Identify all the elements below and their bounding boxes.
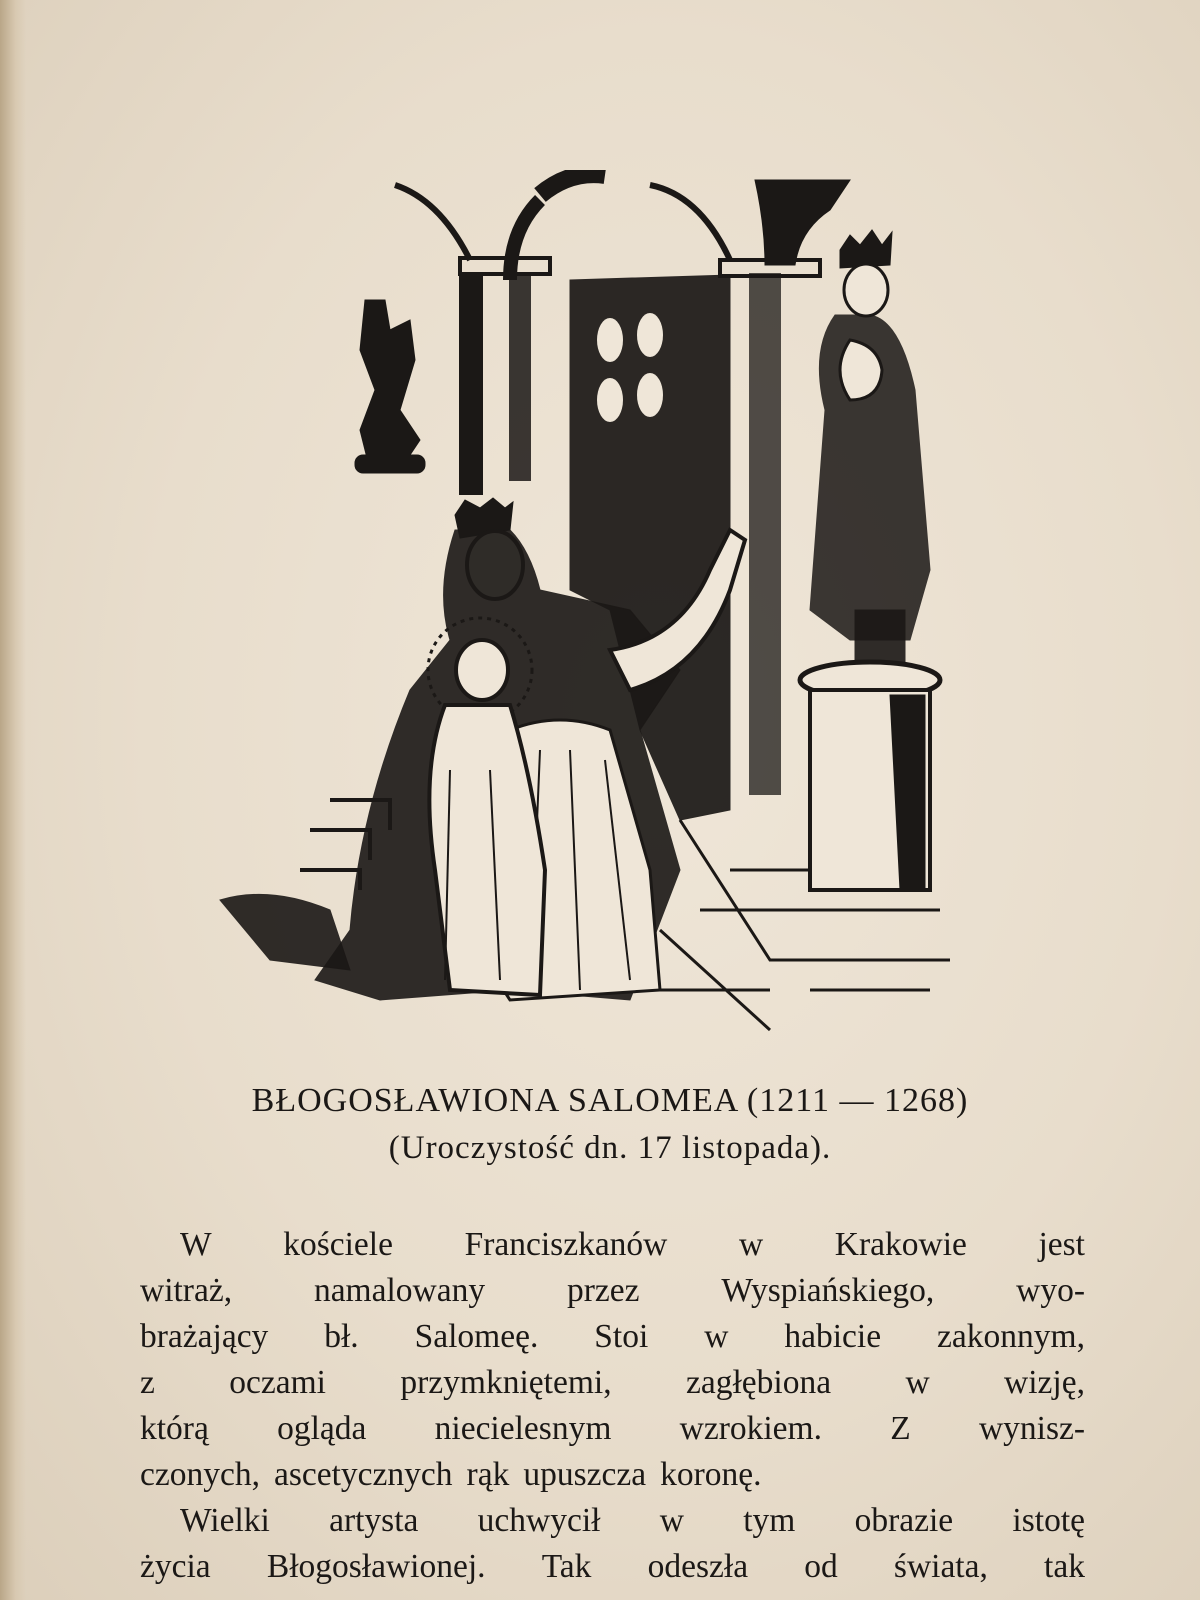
body-line xyxy=(140,1452,1085,1498)
body-line xyxy=(140,1544,1085,1590)
body-word: czonych, xyxy=(140,1456,260,1493)
body-word: odeszła xyxy=(647,1548,749,1585)
body-word: życia xyxy=(140,1548,211,1585)
body-line xyxy=(140,1360,1085,1406)
body-word: bł. xyxy=(324,1318,359,1355)
body-word: istotę xyxy=(1012,1502,1085,1539)
body-word: artysta xyxy=(329,1502,419,1539)
body-word: Tak xyxy=(541,1548,592,1585)
body-line xyxy=(140,1498,1085,1544)
body-word: Wyspiańskiego, xyxy=(721,1272,935,1309)
body-word: niecielesnym xyxy=(434,1410,612,1447)
body-line xyxy=(140,1222,1085,1268)
body-word: Błogosławionej. xyxy=(266,1548,486,1585)
body-line xyxy=(140,1314,1085,1360)
body-word: zakonnym, xyxy=(937,1318,1085,1355)
body-line xyxy=(140,1268,1085,1314)
body-word: obrazie xyxy=(854,1502,954,1539)
body-word: w xyxy=(905,1364,930,1401)
body-word: przymkniętemi, xyxy=(400,1364,612,1401)
body-word: kościele xyxy=(283,1226,393,1263)
body-word: wynisz- xyxy=(978,1410,1085,1447)
body-word: Stoi xyxy=(594,1318,649,1355)
body-word: brażający xyxy=(140,1318,269,1355)
body-word: Krakowie xyxy=(834,1226,967,1263)
body-word: upuszcza xyxy=(523,1456,647,1493)
body-word: witraż, xyxy=(140,1272,233,1309)
body-word: tak xyxy=(1044,1548,1085,1585)
body-word: świata, xyxy=(893,1548,988,1585)
body-word: namalowany xyxy=(313,1272,486,1309)
body-word: habicie xyxy=(784,1318,882,1355)
body-text xyxy=(140,1222,1085,1590)
body-word: jest xyxy=(1038,1226,1085,1263)
page-subtitle: (Uroczystość dn. 17 listopada). xyxy=(388,1130,832,1166)
body-word: wzrokiem. xyxy=(679,1410,822,1447)
body-line xyxy=(140,1406,1085,1452)
book-spine-shadow xyxy=(0,0,26,1600)
body-word: Z xyxy=(890,1410,911,1447)
body-word: zagłębiona xyxy=(685,1364,832,1401)
body-word: tym xyxy=(743,1502,796,1539)
body-word: rąk xyxy=(466,1456,510,1493)
body-word: W xyxy=(180,1226,212,1263)
body-word: oczami xyxy=(229,1364,326,1401)
body-word: Salomeę. xyxy=(414,1318,539,1355)
body-word: w xyxy=(738,1226,764,1263)
body-word: z xyxy=(140,1364,155,1401)
body-word: wyo- xyxy=(1016,1272,1085,1309)
body-word: Wielki xyxy=(180,1502,270,1539)
body-word: wizję, xyxy=(1004,1364,1085,1401)
body-word: od xyxy=(804,1548,838,1585)
body-word: którą xyxy=(140,1410,209,1447)
body-word: Franciszkanów xyxy=(464,1226,668,1263)
body-word: w xyxy=(704,1318,729,1355)
body-word: koronę. xyxy=(660,1456,762,1493)
body-word: uchwycił xyxy=(477,1502,601,1539)
madonna-statue-icon xyxy=(800,230,940,890)
body-word: ascetycznych xyxy=(273,1456,453,1493)
body-word: przez xyxy=(566,1272,640,1309)
body-word: w xyxy=(659,1502,684,1539)
body-word: ogląda xyxy=(277,1410,367,1447)
page-title: BŁOGOSŁAWIONA SALOMEA (1211 — 1268) xyxy=(251,1082,969,1119)
engraving-illustration xyxy=(210,170,970,1050)
